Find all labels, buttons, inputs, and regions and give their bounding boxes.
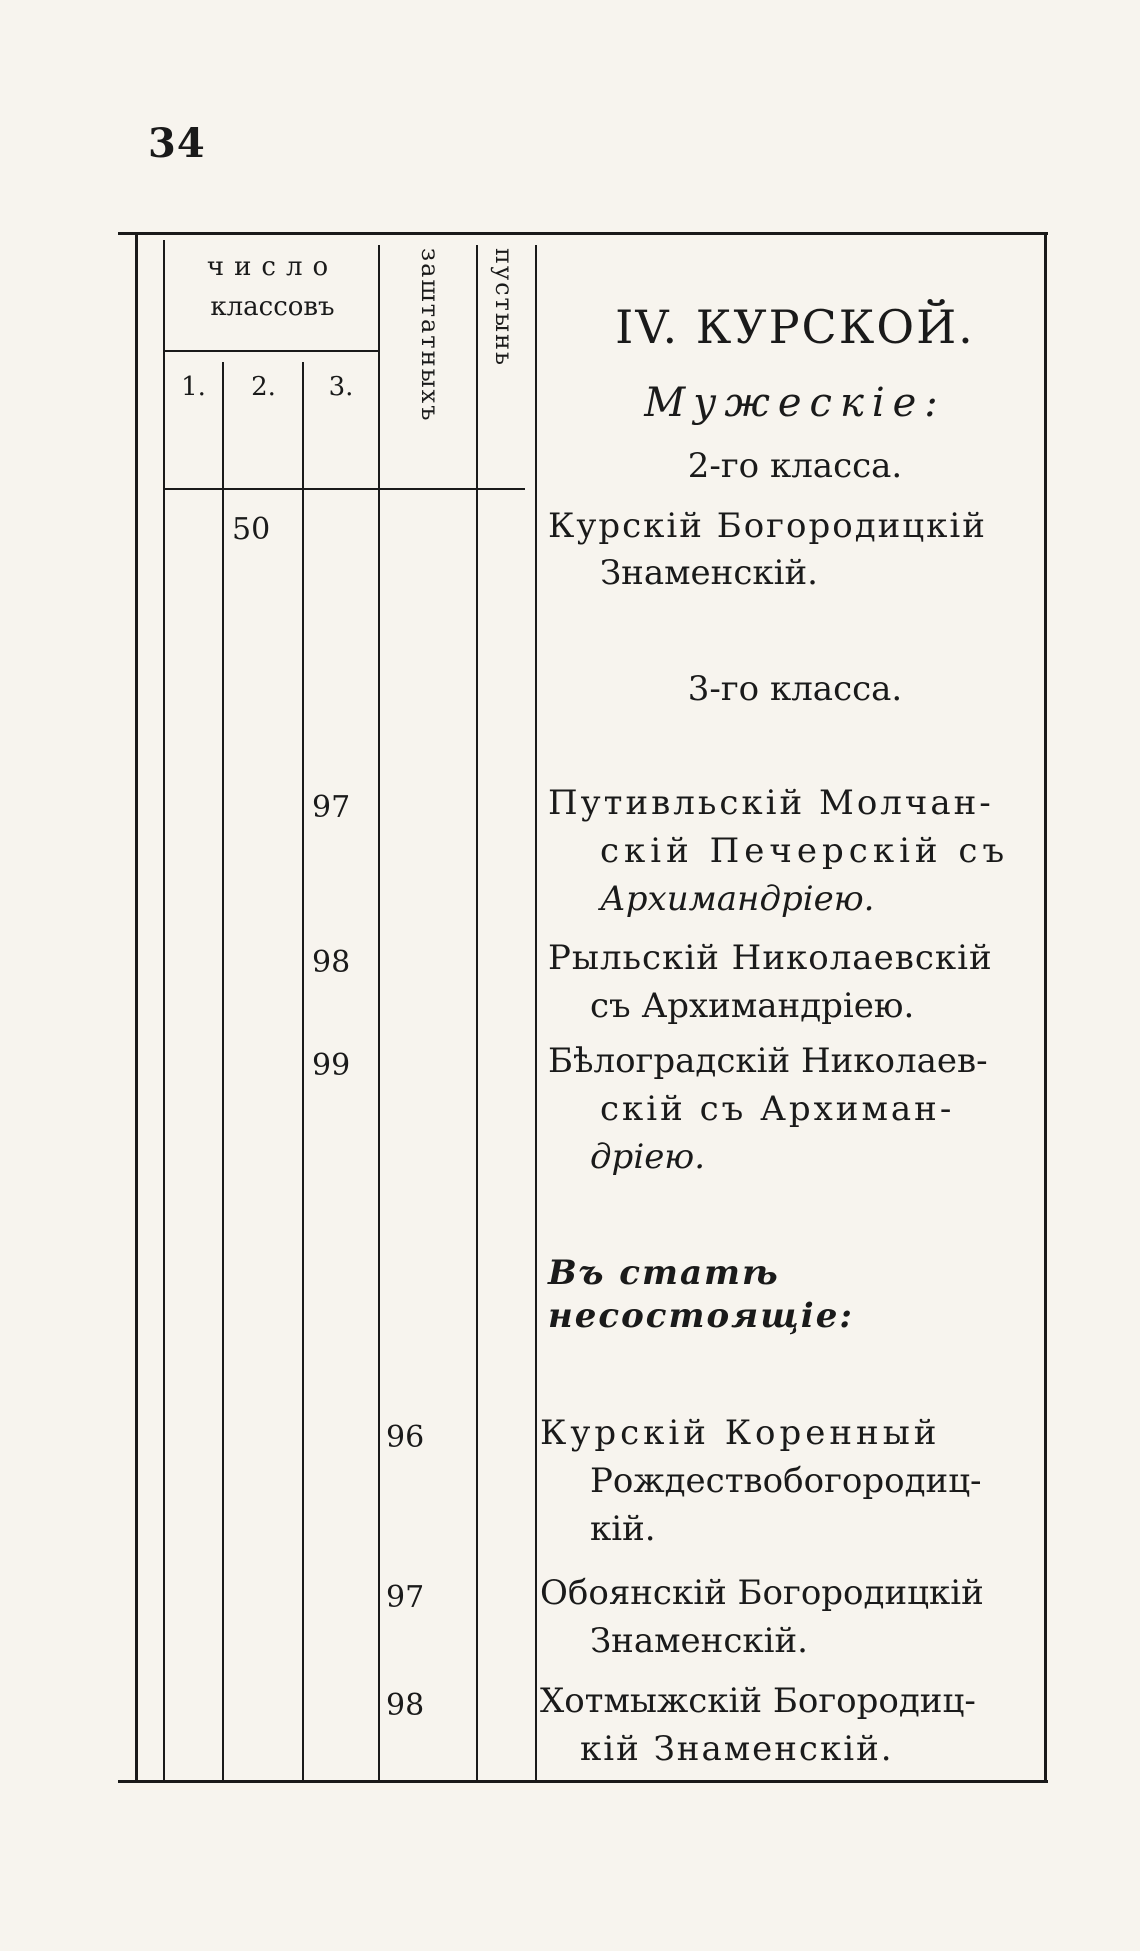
row-name-line: кій Знаменскій. (580, 1729, 894, 1769)
header-bottom-rule (165, 488, 525, 490)
row-number: 97 (312, 790, 351, 825)
col-rule-5 (476, 245, 478, 1780)
row-name-line: Путивльскій Молчан- (548, 783, 994, 823)
row-name-line: Хотмыжскій Богородиц- (540, 1681, 976, 1721)
group-heading-not-in-staff: Въ статѣ несостоящіе: (548, 1253, 854, 1336)
header-chislo: число (206, 252, 339, 282)
group-heading-3rd-class: 3-го класса. (687, 669, 903, 709)
row-name-line: Обоянскій Богородицкій (540, 1573, 984, 1613)
row-name-line: кій. (590, 1509, 656, 1549)
row-number: 99 (312, 1048, 351, 1083)
row-number: 96 (386, 1420, 425, 1455)
row-number: 50 (232, 512, 271, 547)
frame-bottom-rule (118, 1780, 1048, 1783)
row-number: 98 (312, 945, 351, 980)
col-rule-3 (302, 362, 304, 1780)
header-class-1: 1. (181, 372, 206, 402)
row-name-line: Курскій Богородицкій (548, 506, 987, 546)
row-name-line: Бѣлоградскій Николаев- (548, 1041, 988, 1081)
header-pustyn: пустынь (490, 248, 518, 367)
row-name-line: Курскій Коренный (540, 1413, 941, 1453)
row-number: 98 (386, 1688, 425, 1723)
row-name-line: Рождествобогородиц- (590, 1461, 982, 1501)
frame-top-rule (118, 232, 1048, 235)
row-name-line: скій съ Архиман- (600, 1089, 955, 1129)
col-rule-1 (163, 240, 165, 1780)
row-name-line: Рыльскій Николаевскій (548, 938, 993, 978)
col-rule-4 (378, 245, 380, 1780)
col-rule-6 (535, 245, 537, 1780)
page-number: 34 (148, 120, 206, 167)
row-number: 97 (386, 1580, 425, 1615)
section-title: IV. КУРСКОЙ. (615, 300, 975, 354)
row-name-line: Знаменскій. (590, 1621, 808, 1661)
row-name-line: скій Печерскій съ (600, 831, 1010, 871)
section-subtitle: Мужескіе: (644, 380, 946, 426)
header-group-underline (165, 350, 380, 352)
row-name-line: съ Архимандріею. (590, 986, 915, 1026)
row-name-line: Архимандріею. (600, 879, 875, 919)
frame-right-rule (1044, 232, 1047, 1782)
header-class-3: 3. (328, 372, 354, 402)
row-name-line: Знаменскій. (600, 553, 818, 593)
header-zashtatnykh: заштатныхъ (416, 248, 444, 423)
col-rule-2 (222, 362, 224, 1780)
header-klassov: классовъ (210, 292, 335, 322)
header-class-2: 2. (251, 372, 276, 402)
row-name-line: дріею. (590, 1137, 706, 1177)
frame-left-rule (135, 232, 138, 1782)
group-heading-2nd-class: 2-го класса. (687, 446, 903, 486)
